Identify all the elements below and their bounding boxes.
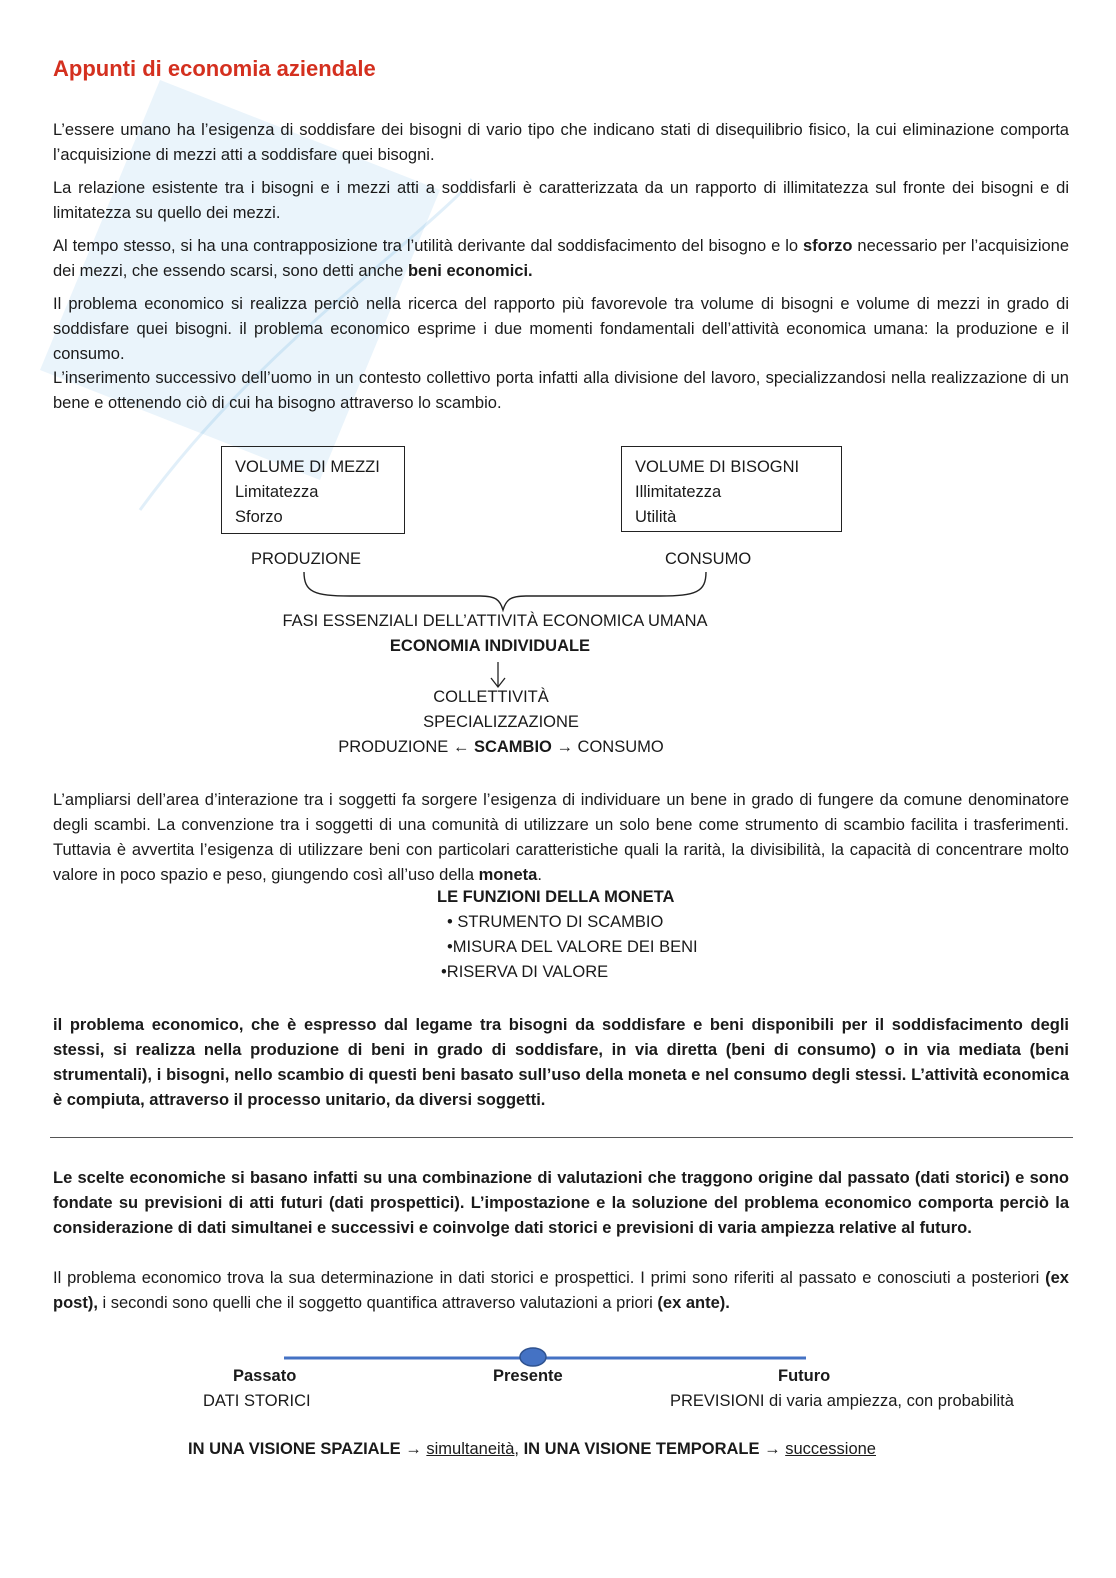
- phases-heading: FASI ESSENZIALI DELL’ATTIVITÀ ECONOMICA UMANA: [282, 612, 708, 630]
- money-function-2: •MISURA DEL VALORE DEI BENI: [447, 938, 698, 956]
- intro-paragraph-2: La relazione esistente tra i bisogni e i mezzi atti a soddisfarli è caratterizzata da un rapporto di illimitatezza sul fronte dei bisogni e di limitatezza su quello dei mezzi.: [53, 179, 1069, 222]
- simultaneita-text: simultaneità: [426, 1440, 515, 1458]
- timeline-past-sublabel: DATI STORICI: [203, 1392, 311, 1410]
- box-volume-mezzi: VOLUME DI MEZZI Limitatezza Sforzo: [221, 446, 405, 534]
- money-function-1: • STRUMENTO DI SCAMBIO: [447, 913, 664, 931]
- right-arrow-icon: →: [764, 1440, 781, 1458]
- money-function-3: •RISERVA DI VALORE: [441, 963, 609, 981]
- timeline-present-label: Presente: [493, 1367, 563, 1385]
- economia-individuale: ECONOMIA INDIVIDUALE: [389, 637, 591, 655]
- label-consumo: CONSUMO: [665, 550, 752, 568]
- intro-paragraph-1: L’essere umano ha l’esigenza di soddisfare dei bisogni di vario tipo che indicano stati di disequilibrio fisico, la cui eliminazione comporta l’acquisizione di mezzi atti a soddisfare quei bisogni.: [53, 121, 1069, 164]
- flow-produzione-scambio-consumo: PRODUZIONE ← SCAMBIO → CONSUMO: [338, 738, 664, 756]
- intro-paragraph-4: Il problema economico si realizza perciò nella ricerca del rapporto più favorevole tra volume di bisogni e volume di mezzi in grado di soddisfare quei bisogni. il problema economico esprime i due momenti fondamentali dell’attività economica umana: la produzione e il consumo.: [53, 295, 1069, 363]
- timeline-future-label: Futuro: [778, 1367, 831, 1385]
- intro-paragraph-5: L’inserimento successivo dell’uomo in un contesto collettivo porta infatti alla divisione del lavoro, specializzandosi nella realizzazione di un bene e ottenendo ciò di cui ha bisogno attraverso lo scambio.: [53, 369, 1069, 412]
- term-moneta: moneta: [478, 866, 538, 884]
- down-arrow-icon: [488, 662, 508, 690]
- collettivita: COLLETTIVITÀ: [433, 688, 549, 706]
- page-title: Appunti di economia aziendale: [53, 56, 376, 81]
- section-divider: [50, 1137, 1073, 1138]
- specializzazione: SPECIALIZZAZIONE: [423, 713, 579, 731]
- term-beni-economici: beni economici.: [407, 262, 533, 280]
- term-sforzo: sforzo: [803, 237, 853, 255]
- money-paragraph: L’ampliarsi dell’area d’interazione tra i soggetti fa sorgere l’esigenza di individuare un bene in grado di fungere da comune denominatore degli scambi. La convenzione tra i soggetti di una comunità di utilizzare un solo bene come strumento di scambio facilita i trasferimenti. Tuttavia è avvertita l’esigenza di utilizzare beni con particolari caratteristiche quali la rarità, la divisibilità, la capacità di concentrare molto valore in poco spazio e peso, giungendo così all’uso della moneta.: [53, 791, 1069, 884]
- visione-footer: IN UNA VISIONE SPAZIALE → simultaneità, IN UNA VISIONE TEMPORALE → successione: [188, 1440, 876, 1458]
- timeline-present-marker: [520, 1348, 546, 1366]
- box-volume-bisogni: VOLUME DI BISOGNI Illimitatezza Utilità: [621, 446, 842, 532]
- successione-text: successione: [785, 1440, 876, 1458]
- label-produzione: PRODUZIONE: [251, 550, 362, 568]
- money-functions-heading: LE FUNZIONI DELLA MONETA: [437, 888, 675, 906]
- summary-paragraph: il problema economico, che è espresso dal legame tra bisogni da soddisfare e beni disponibili per il soddisfacimento degli stessi, si realizza nella produzione di beni in grado di soddisfare, in via diretta (beni di consumo) o in via mediata (beni strumentali), i bisogni, nello scambio di questi beni basato sull’uso della moneta e nel consumo degli stessi. L’attività economica è compiuta, attraverso il processo unitario, da diversi soggetti.: [53, 1016, 1069, 1109]
- curly-brace: [290, 570, 730, 612]
- right-arrow-icon: →: [405, 1440, 422, 1458]
- intro-paragraph-3: Al tempo stesso, si ha una contrapposizione tra l’utilità derivante dal soddisfacimento del bisogno e lo sforzo necessario per l’acquisizione dei mezzi, che essendo scarsi, sono detti anche beni economici.: [53, 237, 1070, 280]
- timeline-past-label: Passato: [233, 1367, 297, 1385]
- choices-paragraph: Le scelte economiche si basano infatti su una combinazione di valutazioni che traggono origine dal passato (dati storici) e sono fondate su previsioni di atti futuri (dati prospettici). L’impostazione e la soluzione del problema economico comporta perciò la considerazione di dati simultanei e successivi e coinvolge dati storici e previsioni di varia ampiezza relative al futuro.: [53, 1169, 1069, 1237]
- ex-post-ex-ante-paragraph: Il problema economico trova la sua determinazione in dati storici e prospettici. I primi sono riferiti al passato e conosciuti a posteriori (ex post), i secondi sono quelli che il soggetto quantifica attraverso valutazioni a priori (ex ante).: [53, 1269, 1069, 1312]
- timeline-future-sublabel: PREVISIONI di varia ampiezza, con probabilità: [670, 1392, 1014, 1410]
